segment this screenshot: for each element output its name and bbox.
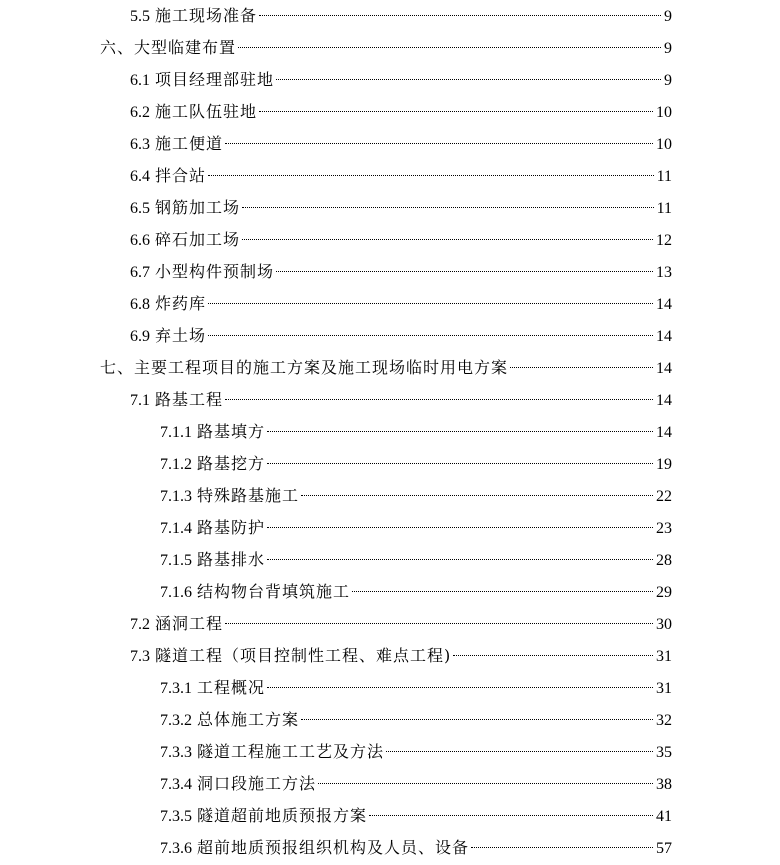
toc-title: 施工队伍驻地 <box>155 102 258 121</box>
toc-entry[interactable] <box>160 832 672 864</box>
toc-leader <box>301 495 653 496</box>
toc-title: 超前地质预报组织机构及人员、设备 <box>197 838 470 857</box>
toc-entry[interactable] <box>160 672 672 704</box>
toc-title: 路基填方 <box>197 422 266 441</box>
toc-title: 弃土场 <box>155 326 207 345</box>
toc-leader <box>267 559 653 560</box>
toc-page: 9 <box>664 40 672 57</box>
toc-page: 9 <box>664 72 672 89</box>
toc-entry[interactable] <box>130 608 672 640</box>
toc-number: 6.5 <box>130 200 150 217</box>
toc-page: 57 <box>656 840 672 857</box>
toc-entry[interactable] <box>130 192 672 224</box>
toc-title: 隧道超前地质预报方案 <box>197 806 368 825</box>
toc-number: 7.3.5 <box>160 808 192 825</box>
toc-number: 7.3.6 <box>160 840 192 857</box>
toc-page: 14 <box>656 360 672 377</box>
toc-leader <box>352 591 653 592</box>
toc-entry[interactable] <box>160 736 672 768</box>
toc-page: 14 <box>656 328 672 345</box>
toc-page: 32 <box>656 712 672 729</box>
toc-leader <box>267 463 653 464</box>
toc-title: 隧道工程施工工艺及方法 <box>197 742 385 761</box>
toc-entry[interactable] <box>130 384 672 416</box>
toc-number: 7.3.3 <box>160 744 192 761</box>
toc-title: 路基工程 <box>155 390 224 409</box>
toc-number: 6.7 <box>130 264 150 281</box>
toc-title: 涵洞工程 <box>155 614 224 633</box>
toc-leader <box>225 143 653 144</box>
toc-title: 结构物台背填筑施工 <box>197 582 351 601</box>
toc-title: 六、大型临建布置 <box>100 38 237 57</box>
toc-entry[interactable] <box>160 800 672 832</box>
toc-title: 炸药库 <box>155 294 207 313</box>
toc-number: 7.3.4 <box>160 776 192 793</box>
toc-number: 5.5 <box>130 8 150 25</box>
toc-title: 路基挖方 <box>197 454 266 473</box>
toc-title: 总体施工方案 <box>197 710 300 729</box>
toc-entry[interactable] <box>130 288 672 320</box>
toc-title: 小型构件预制场 <box>155 262 275 281</box>
toc-page: 23 <box>656 520 672 537</box>
toc-page: 29 <box>656 584 672 601</box>
toc-entry[interactable] <box>130 96 672 128</box>
toc-page: 35 <box>656 744 672 761</box>
toc-title: 碎石加工场 <box>155 230 241 249</box>
toc-title: 路基防护 <box>197 518 266 537</box>
toc-leader <box>259 15 661 16</box>
toc-entry[interactable] <box>160 480 672 512</box>
toc-entry[interactable] <box>100 32 672 64</box>
toc-title: 项目经理部驻地 <box>155 70 275 89</box>
toc-number: 7.2 <box>130 616 150 633</box>
toc-title: 施工现场准备 <box>155 6 258 25</box>
toc-title: 特殊路基施工 <box>197 486 300 505</box>
toc-leader <box>208 303 653 304</box>
toc-leader <box>225 399 653 400</box>
toc-entry[interactable] <box>160 512 672 544</box>
toc-leader <box>267 527 653 528</box>
toc-title: 路基排水 <box>197 550 266 569</box>
toc-title: 钢筋加工场 <box>155 198 241 217</box>
toc-entry[interactable] <box>160 768 672 800</box>
toc-page: 19 <box>656 456 672 473</box>
toc-number: 6.2 <box>130 104 150 121</box>
toc-number: 6.8 <box>130 296 150 313</box>
toc-page: 10 <box>656 104 672 121</box>
toc-page: 30 <box>656 616 672 633</box>
toc-leader <box>208 335 653 336</box>
toc-title: 施工便道 <box>155 134 224 153</box>
toc-entry[interactable] <box>130 224 672 256</box>
toc-leader <box>276 271 653 272</box>
toc-leader <box>318 783 653 784</box>
toc-entry[interactable] <box>160 544 672 576</box>
toc-entry[interactable] <box>130 160 672 192</box>
toc-number: 7.1.6 <box>160 584 192 601</box>
toc-leader <box>259 111 653 112</box>
toc-title: 洞口段施工方法 <box>197 774 317 793</box>
toc-page: 22 <box>656 488 672 505</box>
toc-page: 9 <box>664 8 672 25</box>
toc-page: 12 <box>656 232 672 249</box>
toc-number: 6.9 <box>130 328 150 345</box>
toc-entry[interactable] <box>130 128 672 160</box>
toc-number: 6.1 <box>130 72 150 89</box>
toc-leader <box>471 847 653 848</box>
toc-page: 14 <box>656 392 672 409</box>
toc-title: 拌合站 <box>155 166 207 185</box>
toc-entry[interactable] <box>130 320 672 352</box>
toc-page: 11 <box>656 200 672 217</box>
toc-number: 7.1.3 <box>160 488 192 505</box>
toc-title: 七、主要工程项目的施工方案及施工现场临时用电方案 <box>100 358 509 377</box>
toc-leader <box>208 175 654 176</box>
toc-page: 31 <box>656 648 672 665</box>
toc-entry[interactable] <box>160 704 672 736</box>
toc-title: 工程概况 <box>197 678 266 697</box>
toc-leader <box>238 47 661 48</box>
toc-entry[interactable] <box>130 0 672 32</box>
toc-leader <box>510 367 653 368</box>
toc-title: 隧道工程（项目控制性工程、难点工程) <box>155 646 452 665</box>
toc-leader <box>369 815 653 816</box>
toc-page: 14 <box>656 296 672 313</box>
toc-leader <box>242 207 654 208</box>
toc-page: 10 <box>656 136 672 153</box>
toc-number: 6.3 <box>130 136 150 153</box>
toc-number: 7.1.4 <box>160 520 192 537</box>
toc-number: 7.1.2 <box>160 456 192 473</box>
toc-page: 38 <box>656 776 672 793</box>
toc-number: 6.4 <box>130 168 150 185</box>
toc-page: 31 <box>656 680 672 697</box>
toc-page: 41 <box>656 808 672 825</box>
toc-number: 7.1 <box>130 392 150 409</box>
toc-page: 28 <box>656 552 672 569</box>
toc-page: 13 <box>656 264 672 281</box>
toc-entry[interactable] <box>160 416 672 448</box>
toc-leader <box>267 431 653 432</box>
toc-leader <box>386 751 653 752</box>
toc-entry[interactable] <box>130 256 672 288</box>
toc-entry[interactable] <box>130 640 672 672</box>
toc-number: 7.3.2 <box>160 712 192 729</box>
toc-number: 6.6 <box>130 232 150 249</box>
toc-leader <box>225 623 653 624</box>
toc-page: 11 <box>656 168 672 185</box>
toc-leader <box>301 719 653 720</box>
toc-entry[interactable] <box>160 576 672 608</box>
toc-leader <box>453 655 653 656</box>
toc-leader <box>276 79 661 80</box>
toc-number: 7.3.1 <box>160 680 192 697</box>
toc-entry[interactable] <box>130 64 672 96</box>
toc-entry[interactable] <box>100 352 672 384</box>
toc-number: 7.1.1 <box>160 424 192 441</box>
toc-leader <box>267 687 653 688</box>
toc-number: 7.3 <box>130 648 150 665</box>
toc-page: 14 <box>656 424 672 441</box>
toc-leader <box>242 239 653 240</box>
toc-entry[interactable] <box>160 448 672 480</box>
toc-number: 7.1.5 <box>160 552 192 569</box>
